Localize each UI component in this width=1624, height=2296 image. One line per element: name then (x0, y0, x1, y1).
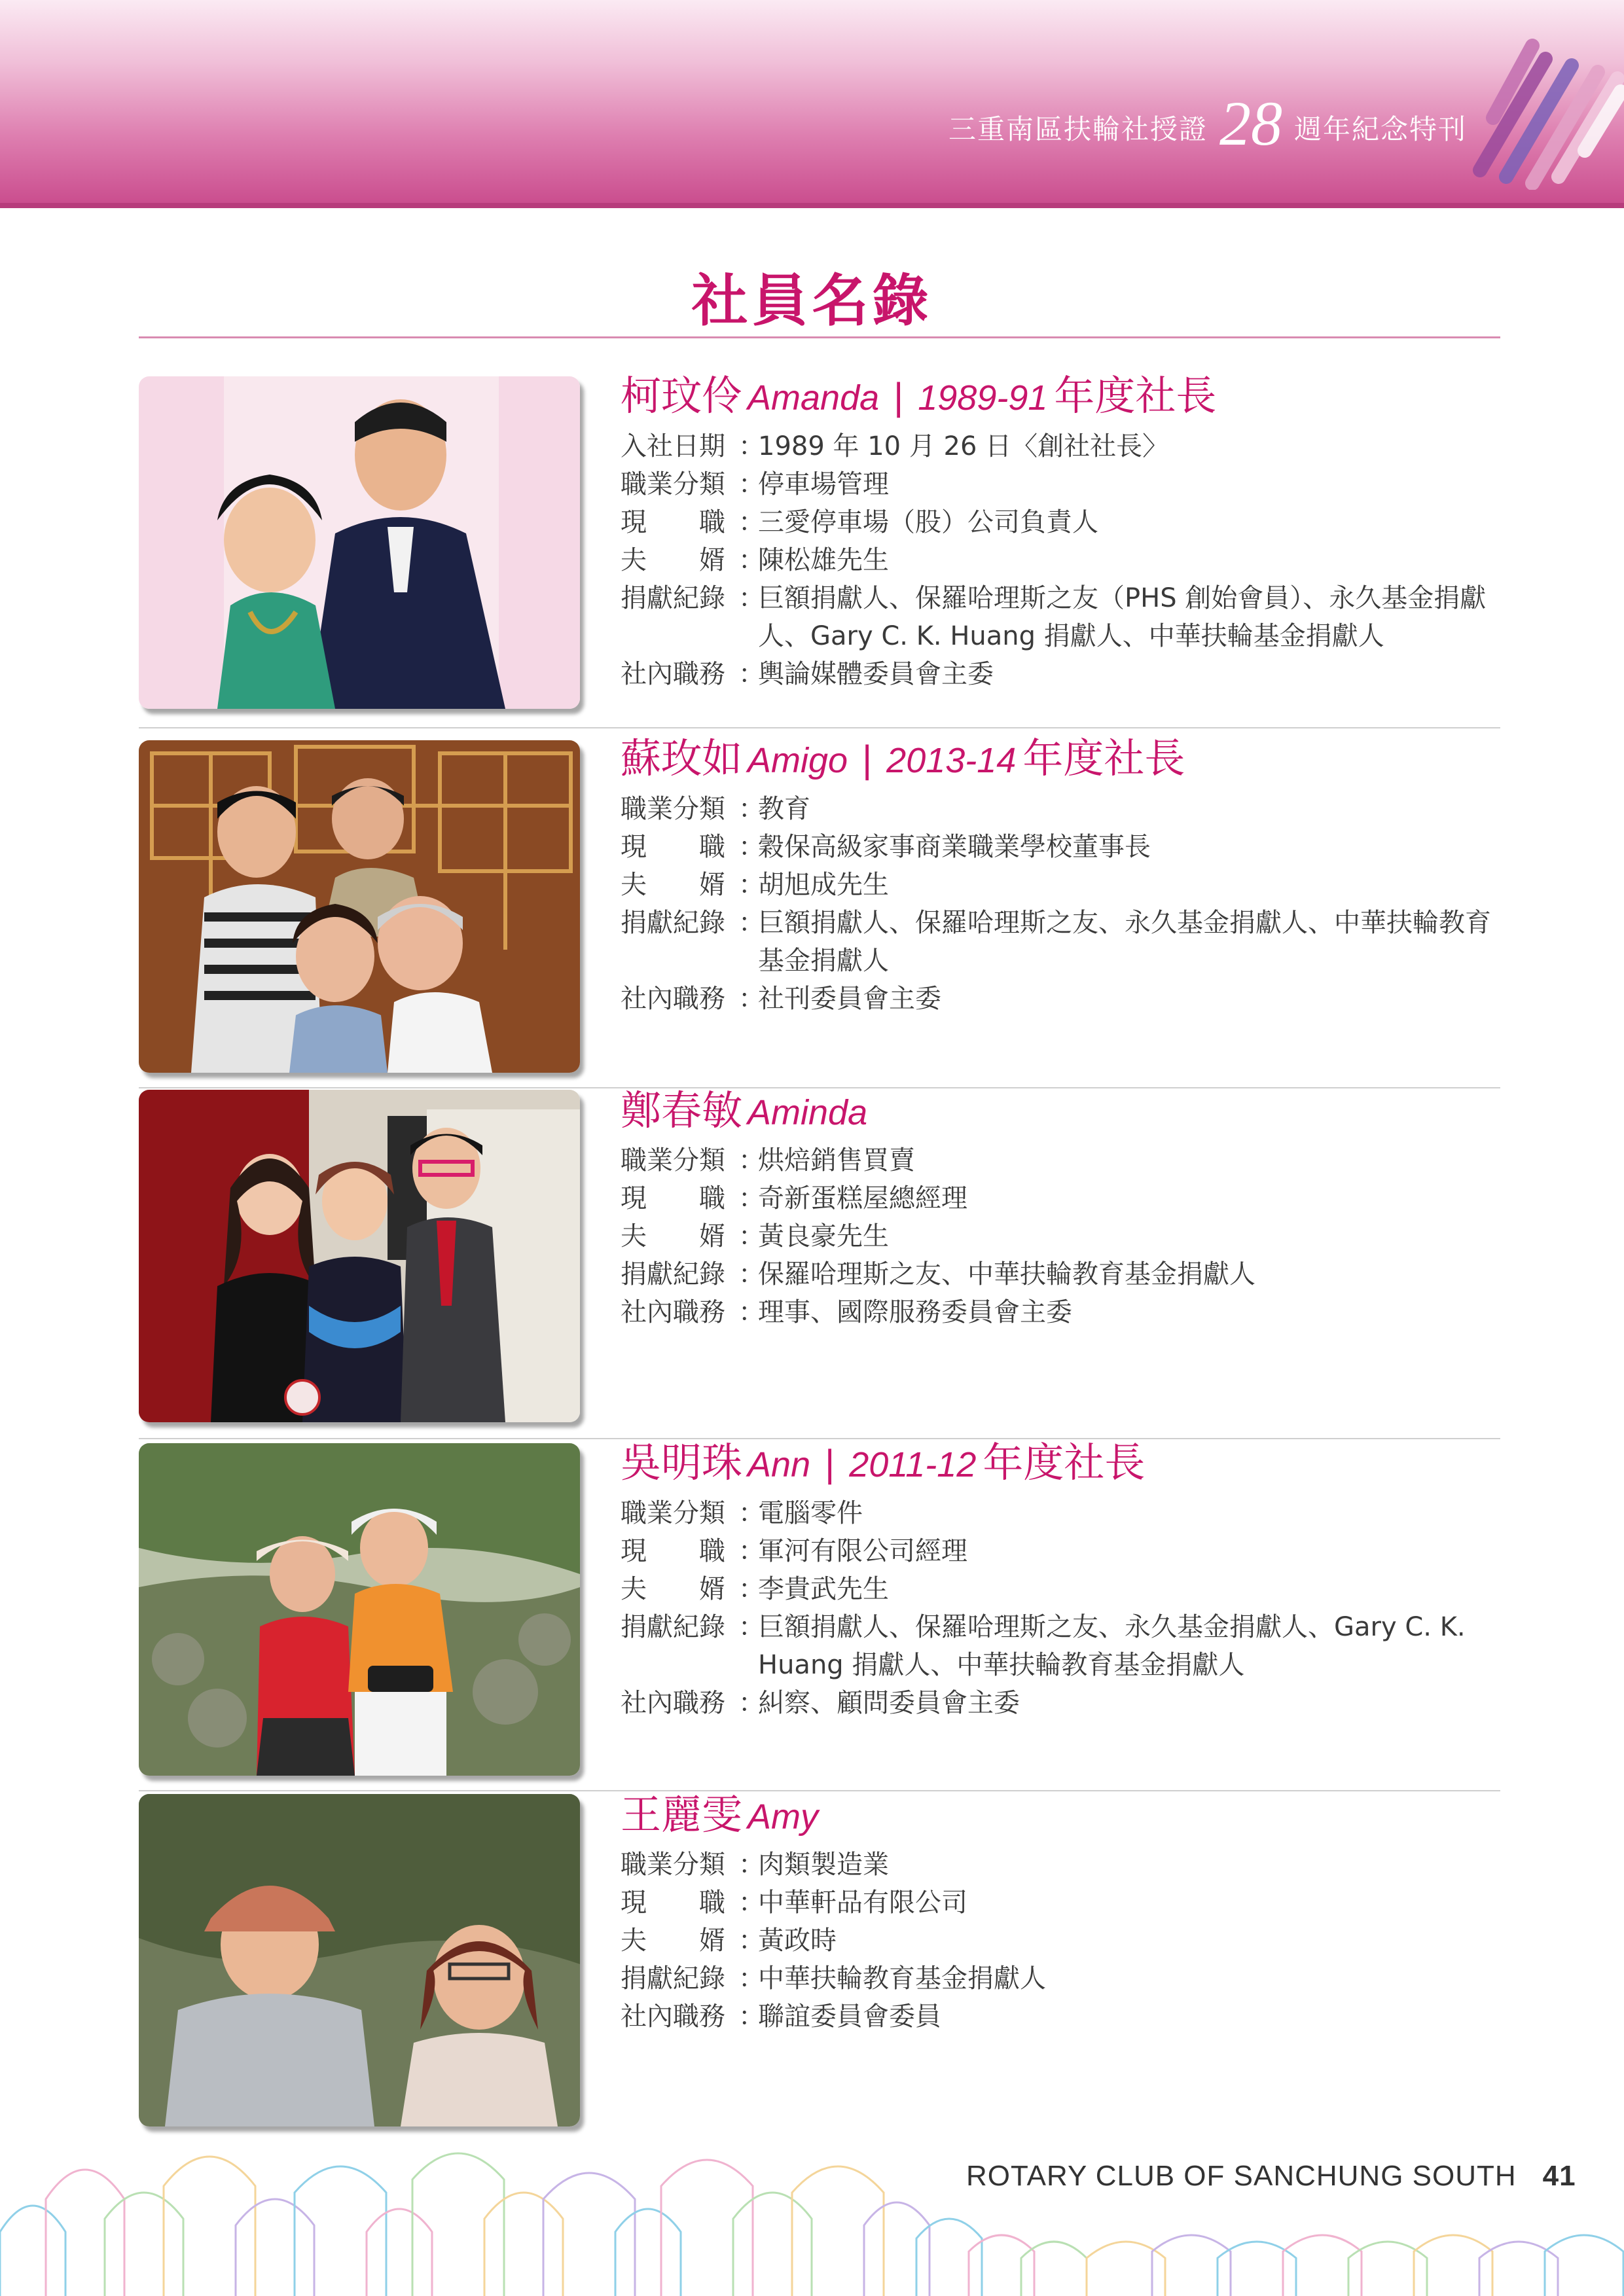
field-label: 夫 婿 (621, 869, 725, 900)
field-colon: ： (738, 583, 765, 613)
field-row (621, 1217, 1498, 1255)
field-label: 捐獻紀錄 (621, 583, 725, 613)
field-row (621, 541, 1498, 579)
member-entry (139, 1785, 1500, 2137)
field-colon: ： (738, 1297, 765, 1328)
field-label: 職業分類 (621, 793, 725, 824)
field-row (621, 1494, 1498, 1532)
field-value: 巨額捐獻人、保羅哈理斯之友、永久基金捐獻人、Gary C. K. Huang 捐獻人、中華扶輪教育基金捐獻人 (758, 1611, 1466, 1680)
field-row (621, 980, 1498, 1018)
field-value: 中華軒品有限公司 (758, 1888, 967, 1918)
field-row (621, 790, 1498, 828)
field-label: 職業分類 (621, 1145, 725, 1176)
field-label: 入社日期 (621, 431, 725, 461)
field-row (621, 655, 1498, 693)
member-photo (139, 1443, 580, 1776)
field-label: 職業分類 (621, 1498, 725, 1528)
member-name-en: Aminda (748, 1093, 868, 1132)
field-row (621, 1608, 1498, 1684)
field-label: 夫 婿 (621, 1926, 725, 1956)
field-row (621, 828, 1498, 866)
member-name-en: Amy (748, 1797, 819, 1837)
member-name-cn: 王麗雯 (621, 1791, 743, 1839)
member-name-line (621, 1791, 1498, 1838)
member-name-line (621, 1439, 1498, 1486)
field-colon: ： (738, 1183, 765, 1214)
member-photo (139, 1090, 580, 1422)
field-colon: ： (738, 831, 765, 862)
publication-title-suffix: 週年紀念特刊 (1293, 113, 1467, 145)
field-label: 現 職 (621, 1535, 725, 1566)
separator: | (862, 738, 873, 781)
member-photo (139, 376, 580, 709)
page-title: 社員名錄 (691, 268, 933, 334)
field-colon: ： (738, 2001, 765, 2032)
publication-title-prefix: 三重南區扶輪社授證 (948, 113, 1208, 145)
field-value: 軍河有限公司經理 (758, 1535, 967, 1566)
title-divider (139, 336, 1500, 338)
member-entry (139, 372, 1500, 728)
anniversary-number: 28 (1219, 88, 1282, 158)
field-row (621, 1922, 1498, 1960)
field-row (621, 1570, 1498, 1608)
field-label: 現 職 (621, 507, 725, 537)
field-colon: ： (738, 1964, 765, 1994)
field-value: 社刊委員會主委 (758, 983, 941, 1014)
field-row (621, 465, 1498, 503)
field-value: 糾察、顧問委員會主委 (758, 1687, 1020, 1718)
field-colon: ： (738, 1535, 765, 1566)
header-band (0, 0, 1624, 208)
field-label: 社內職務 (621, 2001, 725, 2032)
member-photo (139, 740, 580, 1073)
member-name-line (621, 735, 1498, 782)
member-position: 年度社長 (1022, 734, 1185, 782)
field-colon: ： (738, 1573, 765, 1604)
field-colon: ： (738, 1926, 765, 1956)
field-row (621, 579, 1498, 655)
field-row (621, 866, 1498, 904)
field-colon: ： (738, 983, 765, 1014)
decorative-arches (0, 2127, 1624, 2296)
field-colon: ： (738, 1498, 765, 1528)
field-value: 穀保高級家事商業職業學校董事長 (758, 831, 1151, 862)
decorative-stripes (1454, 20, 1624, 190)
field-value: 黃政時 (758, 1926, 837, 1956)
field-label: 捐獻紀錄 (621, 1964, 725, 1994)
field-value: 中華扶輪教育基金捐獻人 (758, 1964, 1046, 1994)
member-name-cn: 鄭春敏 (621, 1086, 743, 1134)
page-number: 41 (1542, 2160, 1576, 2192)
separator: | (893, 376, 904, 418)
member-name-en: Amigo (748, 741, 848, 780)
field-colon: ： (738, 658, 765, 689)
member-entry (139, 728, 1500, 1081)
field-label: 現 職 (621, 1183, 725, 1214)
field-value: 聯誼委員會委員 (758, 2001, 941, 2032)
field-row (621, 503, 1498, 541)
field-colon: ： (738, 793, 765, 824)
field-value: 教育 (758, 793, 810, 824)
field-row (621, 1960, 1498, 1998)
member-position: 年度社長 (983, 1439, 1146, 1486)
field-row (621, 427, 1498, 465)
field-colon: ： (738, 1611, 765, 1642)
member-info (621, 372, 1498, 693)
field-row (621, 1179, 1498, 1217)
member-info (621, 1791, 1498, 2036)
field-value: 肉類製造業 (758, 1850, 889, 1880)
field-colon: ： (738, 507, 765, 537)
member-entry (139, 1433, 1500, 1785)
field-label: 夫 婿 (621, 1221, 725, 1252)
separator: | (825, 1443, 835, 1485)
field-label: 捐獻紀錄 (621, 1611, 725, 1642)
member-name-cn: 吳明珠 (621, 1439, 743, 1486)
field-label: 捐獻紀錄 (621, 907, 725, 938)
publication-title (948, 88, 1467, 164)
member-term: 2013-14 (886, 741, 1017, 780)
field-value: 陳松雄先生 (758, 545, 889, 575)
field-colon: ： (738, 1850, 765, 1880)
field-label: 現 職 (621, 831, 725, 862)
field-value: 保羅哈理斯之友、中華扶輪教育基金捐獻人 (758, 1259, 1255, 1290)
field-row (621, 1998, 1498, 2036)
field-colon: ： (738, 869, 765, 900)
field-row (621, 1684, 1498, 1722)
member-info (621, 1439, 1498, 1722)
field-colon: ： (738, 431, 765, 461)
field-value: 理事、國際服務委員會主委 (758, 1297, 1072, 1328)
member-name-cn: 柯玟伶 (621, 372, 743, 420)
field-colon: ： (738, 545, 765, 575)
field-label: 職業分類 (621, 1850, 725, 1880)
member-term: 2011-12 (849, 1445, 977, 1484)
member-name-line (621, 1087, 1498, 1134)
field-colon: ： (738, 1221, 765, 1252)
member-name-line (621, 372, 1498, 420)
footer (966, 2160, 1576, 2193)
field-value: 巨額捐獻人、保羅哈理斯之友（PHS 創始會員）、永久基金捐獻人、Gary C. K. Huang 捐獻人、中華扶輪基金捐獻人 (758, 583, 1487, 651)
field-label: 夫 婿 (621, 545, 725, 575)
field-value: 巨額捐獻人、保羅哈理斯之友、永久基金捐獻人、中華扶輪教育基金捐獻人 (758, 907, 1491, 976)
member-photo (139, 1794, 580, 2126)
member-entry (139, 1081, 1500, 1433)
member-term: 1989-91 (918, 378, 1048, 418)
field-value: 輿論媒體委員會主委 (758, 658, 994, 689)
field-label: 社內職務 (621, 1687, 725, 1718)
field-row (621, 1846, 1498, 1884)
field-colon: ： (738, 469, 765, 499)
field-value: 奇新蛋糕屋總經理 (758, 1183, 967, 1214)
field-colon: ： (738, 1145, 765, 1176)
field-label: 現 職 (621, 1888, 725, 1918)
member-name-en: Amanda (748, 378, 880, 418)
footer-club-name: ROTARY CLUB OF SANCHUNG SOUTH (966, 2160, 1517, 2192)
field-colon: ： (738, 1259, 765, 1290)
field-label: 夫 婿 (621, 1573, 725, 1604)
field-colon: ： (738, 907, 765, 938)
member-name-cn: 蘇玫如 (621, 734, 743, 782)
field-row (621, 1532, 1498, 1570)
member-position: 年度社長 (1054, 372, 1217, 420)
field-row (621, 1884, 1498, 1922)
field-value: 1989 年 10 月 26 日〈創社社長〉 (758, 431, 1169, 461)
field-label: 社內職務 (621, 658, 725, 689)
member-name-en: Ann (748, 1445, 811, 1484)
field-label: 社內職務 (621, 983, 725, 1014)
field-value: 李貴武先生 (758, 1573, 889, 1604)
field-colon: ： (738, 1687, 765, 1718)
field-row (621, 904, 1498, 980)
field-value: 胡旭成先生 (758, 869, 889, 900)
field-value: 停車場管理 (758, 469, 889, 499)
field-colon: ： (738, 1888, 765, 1918)
member-info (621, 1087, 1498, 1331)
field-value: 三愛停車場（股）公司負責人 (758, 507, 1098, 537)
field-label: 捐獻紀錄 (621, 1259, 725, 1290)
field-value: 電腦零件 (758, 1498, 863, 1528)
field-value: 烘焙銷售買賣 (758, 1145, 915, 1176)
field-label: 職業分類 (621, 469, 725, 499)
field-value: 黃良豪先生 (758, 1221, 889, 1252)
field-row (621, 1141, 1498, 1179)
field-label: 社內職務 (621, 1297, 725, 1328)
field-row (621, 1293, 1498, 1331)
field-row (621, 1255, 1498, 1293)
member-info (621, 735, 1498, 1018)
